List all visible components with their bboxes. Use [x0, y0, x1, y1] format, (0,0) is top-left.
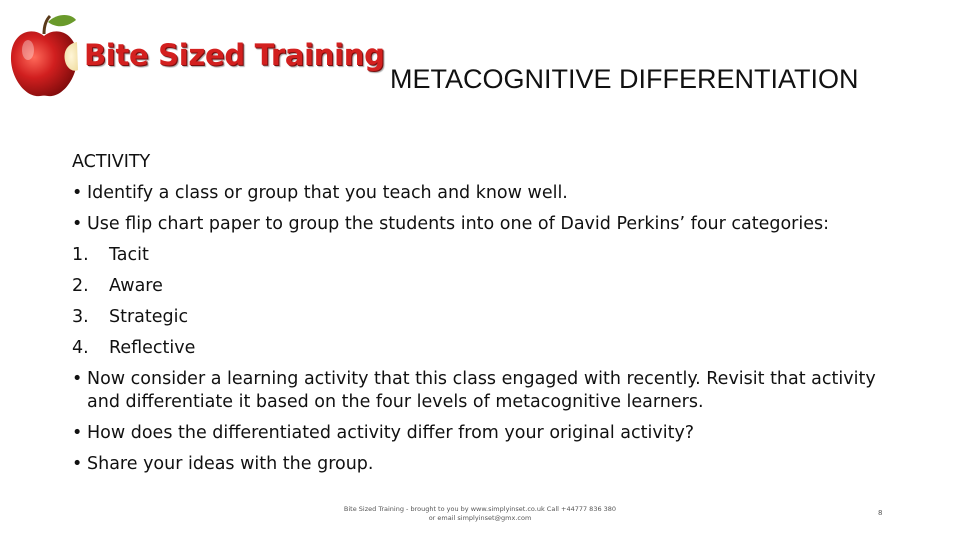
footer-line-1: Bite Sized Training - brought to you by www.simplyinset.co.uk Call +44777 836 380: [343, 505, 617, 513]
list-item-text: Now consider a learning activity that this class engaged with recently. Revisit that activity and differentiate it based on the four levels of metacognitive learners.: [87, 369, 876, 412]
list-item-text: Strategic: [109, 307, 189, 327]
list-item-text: Aware: [109, 276, 163, 296]
page-number: 8: [878, 509, 883, 517]
number-marker: 3.: [72, 307, 89, 327]
list-item-text: Identify a class or group that you teach and know well.: [87, 183, 568, 203]
number-marker: 4.: [72, 338, 89, 358]
bullet-marker: •: [72, 369, 83, 389]
list-item: [72, 178, 902, 209]
slide-body: [72, 147, 902, 480]
list-item-text: How does the differentiated activity differ from your original activity?: [87, 423, 695, 443]
logo: [8, 12, 385, 102]
number-marker: 1.: [72, 245, 89, 265]
activity-heading: ACTIVITY: [72, 152, 151, 172]
list-item-text: Tacit: [109, 245, 149, 265]
bullet-marker: •: [72, 183, 83, 203]
footer-line-2: or email simplyinset@gmx.com: [428, 514, 532, 522]
footer: [300, 505, 660, 523]
list-item: [72, 209, 902, 240]
bullet-marker: •: [72, 454, 83, 474]
numbered-item: [72, 271, 902, 302]
list-item-text: Use flip chart paper to group the students into one of David Perkins’ four categories:: [87, 214, 830, 234]
list-item-text: Reflective: [109, 338, 196, 358]
brand-name: Bite Sized Training: [84, 38, 385, 72]
number-marker: 2.: [72, 276, 89, 296]
bullet-marker: •: [72, 214, 83, 234]
list-item: [72, 418, 902, 449]
list-item-text: Share your ideas with the group.: [87, 454, 374, 474]
numbered-item: [72, 302, 902, 333]
apple-icon: [8, 12, 80, 100]
list-item: [72, 364, 902, 418]
numbered-item: [72, 333, 902, 364]
bullet-marker: •: [72, 423, 83, 443]
slide-title: METACOGNITIVE DIFFERENTIATION: [390, 64, 859, 94]
list-item: [72, 449, 902, 480]
numbered-item: [72, 240, 902, 271]
